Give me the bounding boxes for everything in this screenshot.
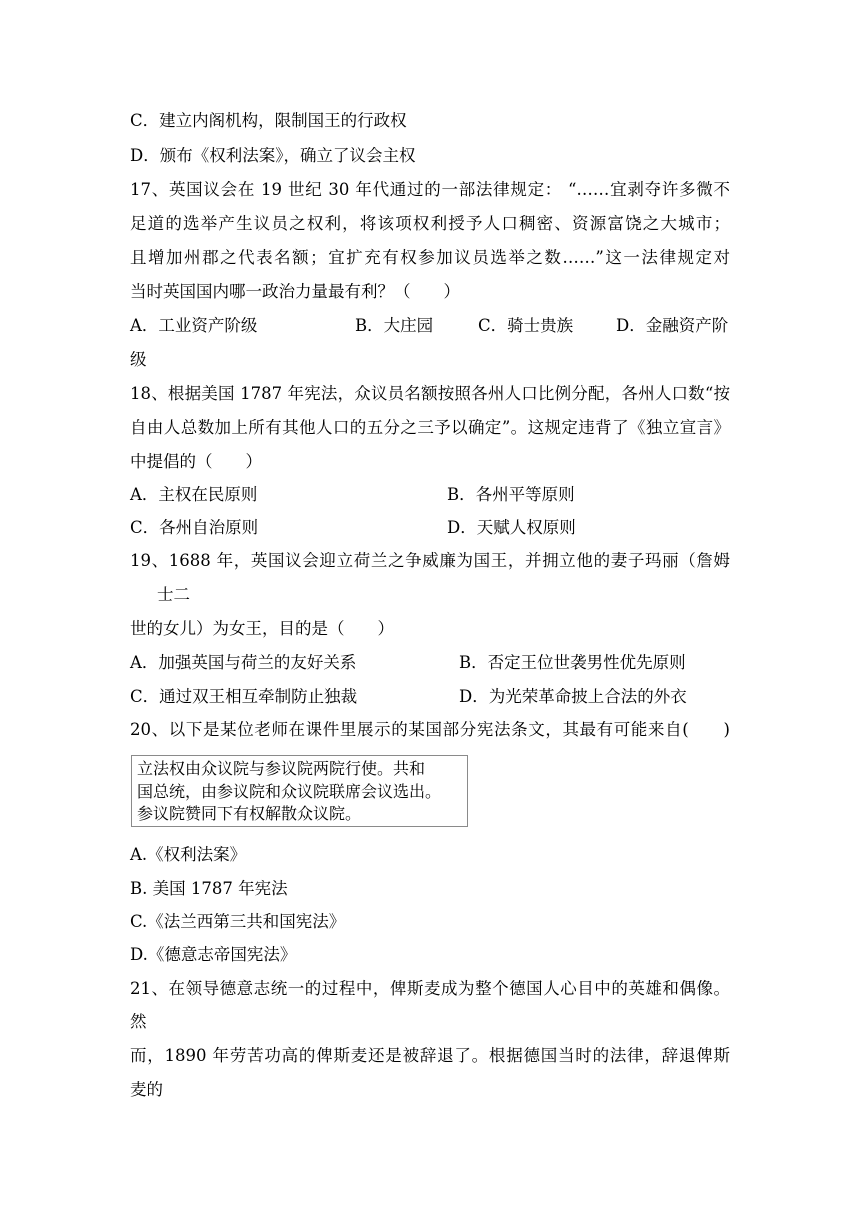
q19-option-d: D．为光荣革命披上合法的外衣 bbox=[459, 687, 687, 706]
q20-constitution-excerpt-box bbox=[131, 755, 468, 827]
q18-option-a: A．主权在民原则 bbox=[130, 485, 258, 504]
q20-option-d: D.《德意志帝国宪法》 bbox=[130, 945, 297, 964]
q19-option-b: B．否定王位世袭男性优先原则 bbox=[459, 653, 686, 672]
q18-option-b: B．各州平等原则 bbox=[447, 485, 575, 504]
q17-stem-line-2: 足道的选举产生议员之权利，将该项权利授予人口稠密、资源富饶之大城市； bbox=[130, 214, 730, 233]
q21-stem-line-3: 而，1890 年劳苦功高的俾斯麦还是被辞退了。根据德国当时的法律，辞退俾斯 bbox=[130, 1046, 730, 1065]
q18-option-c: C．各州自治原则 bbox=[130, 518, 259, 537]
q20-excerpt-line-2: 国总统，由参议院和众议院联席会议选出。 bbox=[137, 782, 442, 801]
q17-option-b: B．大庄园 bbox=[355, 316, 434, 335]
q20-stem: 20、以下是某位老师在课件里展示的某国部分宪法条文，其最有可能来自( ) bbox=[130, 720, 730, 739]
q17-stem-line-4: 当时英国国内哪一政治力量最有利？（ ） bbox=[130, 282, 460, 301]
q18-option-d: D．天赋人权原则 bbox=[447, 518, 576, 537]
q18-stem-line-3: 中提倡的（ ） bbox=[130, 452, 262, 471]
q19-stem-line-2: 士二 bbox=[157, 585, 190, 604]
q20-excerpt-line-3: 参议院赞同下有权解散众议院。 bbox=[137, 804, 362, 823]
q19-option-a: A．加强英国与荷兰的友好关系 bbox=[130, 653, 357, 672]
q19-stem-line-1: 19、1688 年，英国议会迎立荷兰之争威廉为国王，并拥立他的妻子玛丽（詹姆 bbox=[130, 551, 730, 570]
q17-stem-line-3: 且增加州郡之代表名额；宜扩充有权参加议员选举之数……”这一法律规定对 bbox=[130, 248, 730, 267]
q20-option-a: A.《权利法案》 bbox=[130, 845, 247, 864]
q19-option-c: C．通过双王相互牵制防止独裁 bbox=[130, 687, 358, 706]
q16-option-d: D．颁布《权利法案》，确立了议会主权 bbox=[130, 146, 416, 165]
q21-stem-line-2: 然 bbox=[130, 1012, 147, 1031]
q18-stem-line-2: 自由人总数加上所有其他人口的五分之三予以确定”。这规定违背了《独立宣言》 bbox=[130, 418, 730, 437]
q21-stem-line-1: 21、在领导德意志统一的过程中，俾斯麦成为整个德国人心目中的英雄和偶像。 bbox=[130, 979, 730, 998]
q17-option-d: D．金融资产阶 bbox=[616, 316, 729, 335]
q20-option-c: C.《法兰西第三共和国宪法》 bbox=[130, 912, 346, 931]
q21-stem-line-4: 麦的 bbox=[130, 1080, 163, 1099]
q17-option-d-wrap: 级 bbox=[130, 350, 147, 369]
q17-stem-line-1: 17、英国议会在 19 世纪 30 年代通过的一部法律规定： “……宜剥夺许多微不 bbox=[130, 180, 730, 199]
q17-option-a: A．工业资产阶级 bbox=[130, 316, 258, 335]
q16-option-c: C．建立内阁机构，限制国王的行政权 bbox=[130, 111, 407, 130]
q20-option-b: B. 美国 1787 年宪法 bbox=[130, 879, 288, 898]
q17-option-c: C．骑士贵族 bbox=[478, 316, 574, 335]
q20-excerpt-line-1: 立法权由众议院与参议院两院行使。共和 bbox=[137, 759, 426, 778]
q19-stem-line-3: 世的女儿）为女王，目的是（ ） bbox=[130, 619, 394, 638]
q18-stem-line-1: 18、根据美国 1787 年宪法，众议员名额按照各州人口比例分配，各州人口数“按 bbox=[130, 384, 730, 403]
